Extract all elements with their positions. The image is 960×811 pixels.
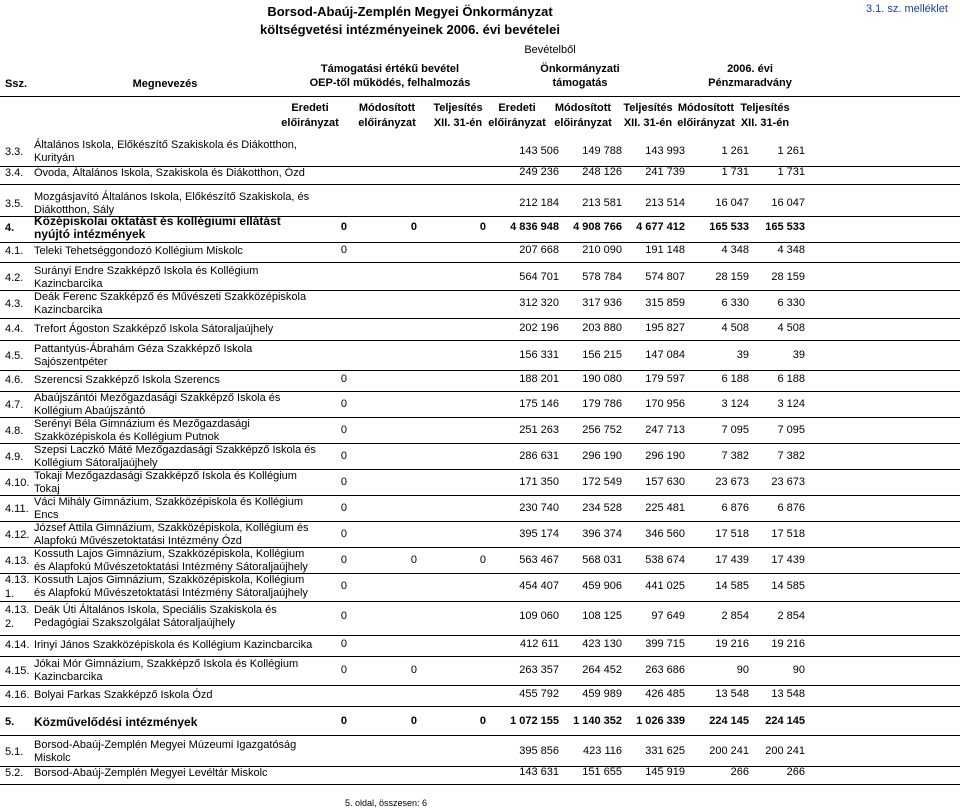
row-value: 0 — [340, 424, 347, 436]
row-value: 0 — [479, 554, 486, 566]
row-value: 0 — [340, 554, 347, 566]
row-ssz: 4.15. — [5, 665, 30, 677]
row-name-line: Miskolc — [34, 752, 71, 764]
row-value: 16 047 — [715, 197, 749, 209]
row-value: 395 856 — [519, 745, 559, 757]
row-value: 14 585 — [715, 580, 749, 592]
row-value: 0 — [340, 715, 347, 727]
row-name-line: Irinyi János Szakközépiskola és Kollégium Kazincbarcika — [34, 639, 313, 651]
subheader-1-line1: Eredeti — [291, 102, 329, 114]
row-value: 13 548 — [771, 688, 805, 700]
row-value: 200 241 — [765, 745, 805, 757]
row-ssz: 4.4. — [5, 323, 24, 335]
row-value: 0 — [340, 244, 347, 256]
row-name-line: Kazincbarcika — [34, 671, 103, 683]
row-value: 6 330 — [777, 297, 805, 309]
row-divider — [0, 262, 960, 263]
row-value: 0 — [340, 664, 347, 676]
row-value: 0 — [410, 221, 417, 233]
row-value: 179 786 — [582, 398, 622, 410]
row-value: 156 215 — [582, 349, 622, 361]
row-value: 202 196 — [519, 322, 559, 334]
row-value: 331 625 — [645, 745, 685, 757]
row-value: 16 047 — [771, 197, 805, 209]
row-value: 241 739 — [645, 166, 685, 178]
row-name-line: Kossuth Lajos Gimnázium, Szakközépiskola, Kollégium — [34, 574, 305, 586]
row-value: 165 533 — [709, 221, 749, 233]
row-value: 143 631 — [519, 766, 559, 778]
row-ssz: 5.1. — [5, 746, 24, 758]
row-ssz: 5. — [5, 716, 15, 728]
row-value: 224 145 — [765, 715, 805, 727]
row-name-line: és Alapfokú Művészetoktatási Intézmény Sátoraljaújhely — [34, 561, 308, 573]
row-value: 4 508 — [721, 322, 749, 334]
row-divider — [0, 318, 960, 319]
row-value: 263 686 — [645, 664, 685, 676]
row-ssz: 4.6. — [5, 374, 24, 386]
row-value: 188 201 — [519, 373, 559, 385]
row-ssz: 4. — [5, 222, 15, 234]
row-value: 346 560 — [645, 528, 685, 540]
row-value: 0 — [479, 221, 486, 233]
row-name-line: Deák Úti Általános Iskola, Speciális Szakiskola és — [34, 604, 277, 616]
row-value: 19 216 — [715, 638, 749, 650]
row-name-line: Borsod-Abaúj-Zemplén Megyei Múzeumi Igazgatóság — [34, 739, 297, 751]
ssz-header: Ssz. — [5, 78, 28, 90]
row-value: 224 145 — [709, 715, 749, 727]
row-ssz: 4.2. — [5, 272, 24, 284]
row-value: 109 060 — [519, 610, 559, 622]
page-footer: 5. oldal, összesen: 6 — [345, 798, 428, 808]
row-value: 17 518 — [771, 528, 805, 540]
row-value: 190 080 — [582, 373, 622, 385]
row-ssz: 4.14. — [5, 639, 30, 651]
row-value: 266 — [786, 766, 805, 778]
subheader-1-line2: előirányzat — [281, 117, 339, 129]
row-value: 7 095 — [721, 424, 749, 436]
subheader-4-line2: előirányzat — [488, 117, 546, 129]
row-name-line: Pattantyús-Ábrahám Géza Szakképző Iskola — [34, 343, 253, 355]
row-value: 0 — [410, 715, 417, 727]
row-value: 455 792 — [519, 688, 559, 700]
row-value: 399 715 — [645, 638, 685, 650]
row-name-line: Kurityán — [34, 152, 75, 164]
row-value: 213 514 — [645, 197, 685, 209]
row-value: 17 518 — [715, 528, 749, 540]
row-ssz: 4.16. — [5, 689, 30, 701]
row-name-line: József Attila Gimnázium, Szakközépiskola, Kollégium és — [34, 522, 309, 534]
row-name-line: Általános Iskola, Előkészítő Szakiskola és Diákotthon, — [34, 139, 297, 151]
row-value: 191 148 — [645, 244, 685, 256]
row-value: 200 241 — [709, 745, 749, 757]
row-name-line: Váci Mihály Gimnázium, Szakközépiskola és Kollégium — [34, 496, 303, 508]
row-value: 396 374 — [582, 528, 622, 540]
row-divider — [0, 242, 960, 243]
row-value: 39 — [736, 349, 749, 361]
row-ssz: 4.11. — [5, 503, 29, 515]
row-value: 7 382 — [777, 450, 805, 462]
row-value: 459 989 — [582, 688, 622, 700]
row-value: 145 919 — [645, 766, 685, 778]
row-value: 1 026 339 — [636, 715, 685, 727]
row-name-line: Alapfokú Művészetoktatási Intézmény Ózd — [34, 535, 242, 547]
grp1-header-line1: Támogatási értékű bevétel — [320, 63, 460, 75]
row-value: 6 188 — [777, 373, 805, 385]
row-value: 39 — [792, 349, 805, 361]
row-value: 7 095 — [777, 424, 805, 436]
row-name-line: Jókai Mór Gimnázium, Szakképző Iskola és Kollégium — [34, 658, 299, 670]
row-value: 538 674 — [645, 554, 685, 566]
row-value: 296 190 — [582, 450, 622, 462]
row-value: 251 263 — [519, 424, 559, 436]
row-value: 170 956 — [645, 398, 685, 410]
grp1-header-line2: OEP-től működés, felhalmozás — [309, 77, 471, 89]
row-value: 249 236 — [519, 166, 559, 178]
row-value: 2 854 — [721, 610, 749, 622]
row-value: 3 124 — [777, 398, 805, 410]
row-ssz: 4.13. 1. — [5, 574, 30, 600]
row-divider — [0, 685, 960, 686]
row-value: 4 836 948 — [510, 221, 559, 233]
row-value: 247 713 — [645, 424, 685, 436]
row-value: 1 731 — [721, 166, 749, 178]
row-value: 312 320 — [519, 297, 559, 309]
row-value: 6 876 — [777, 502, 805, 514]
row-name-line: Bolyai Farkas Szakképző Iskola Ózd — [34, 689, 213, 701]
grp3-header-line2: Pénzmaradvány — [708, 77, 792, 89]
row-value: 210 090 — [582, 244, 622, 256]
row-ssz: 4.1. — [5, 245, 24, 257]
subheader-2-line1: Módosított — [358, 102, 416, 114]
row-value: 563 467 — [519, 554, 559, 566]
row-value: 454 407 — [519, 580, 559, 592]
row-value: 6 330 — [721, 297, 749, 309]
row-ssz: 4.8. — [5, 425, 24, 437]
row-name-line: Középiskolai oktatást és kollégiumi ellátást — [34, 214, 281, 228]
row-value: 171 350 — [519, 476, 559, 488]
row-ssz: 3.3. — [5, 146, 24, 158]
row-value: 0 — [340, 610, 347, 622]
row-value: 317 936 — [582, 297, 622, 309]
row-value: 1 261 — [777, 145, 805, 157]
row-value: 0 — [340, 476, 347, 488]
row-value: 14 585 — [771, 580, 805, 592]
row-value: 175 146 — [519, 398, 559, 410]
row-value: 1 731 — [777, 166, 805, 178]
row-value: 0 — [479, 715, 486, 727]
row-value: 266 — [730, 766, 749, 778]
row-value: 441 025 — [645, 580, 685, 592]
row-name-line: Mozgásjavító Általános Iskola, Előkészítő Szakiskola, és — [34, 191, 310, 203]
row-value: 0 — [410, 664, 417, 676]
row-value: 0 — [340, 580, 347, 592]
row-name-line: Tokaj — [34, 483, 60, 495]
row-name-line: Diákotthon, Sály — [34, 204, 115, 216]
row-value: 7 382 — [721, 450, 749, 462]
row-value: 156 331 — [519, 349, 559, 361]
row-value: 4 348 — [777, 244, 805, 256]
row-ssz: 4.13. 2. — [5, 604, 30, 630]
row-value: 426 485 — [645, 688, 685, 700]
row-value: 578 784 — [582, 271, 622, 283]
row-value: 0 — [410, 554, 417, 566]
row-name-line: Kazincbarcika — [34, 278, 103, 290]
row-value: 165 533 — [765, 221, 805, 233]
row-value: 13 548 — [715, 688, 749, 700]
subheader-7-line1: Módosított — [677, 102, 735, 114]
row-divider — [0, 706, 960, 707]
row-value: 263 357 — [519, 664, 559, 676]
row-name-line: Kollégium Sátoraljaújhely — [34, 457, 158, 469]
row-value: 2 854 — [777, 610, 805, 622]
subheader-7-line2: előirányzat — [677, 117, 735, 129]
row-value: 143 506 — [519, 145, 559, 157]
row-value: 179 597 — [645, 373, 685, 385]
row-value: 0 — [340, 221, 347, 233]
grp3-header-line1: 2006. évi — [727, 63, 773, 75]
row-value: 568 031 — [582, 554, 622, 566]
subheader-6-line1: Teljesítés — [623, 102, 673, 114]
row-value: 423 116 — [583, 745, 622, 757]
row-value: 0 — [340, 528, 347, 540]
row-name-line: és Alapfokú Művészetoktatási Intézmény Sátoraljaújhely — [34, 587, 308, 599]
row-ssz: 4.7. — [5, 399, 24, 411]
row-value: 23 673 — [771, 476, 805, 488]
row-value: 19 216 — [771, 638, 805, 650]
row-value: 286 631 — [519, 450, 559, 462]
row-value: 6 188 — [721, 373, 749, 385]
megnevezes-header: Megnevezés — [132, 78, 198, 90]
row-value: 3 124 — [721, 398, 749, 410]
row-value: 256 752 — [582, 424, 622, 436]
row-value: 4 908 766 — [573, 221, 622, 233]
row-value: 172 549 — [582, 476, 622, 488]
row-name-line: Sajószentpéter — [34, 356, 108, 368]
row-value: 90 — [736, 664, 749, 676]
row-name-line: Óvoda, Általános Iskola, Szakiskola és Diákotthon, Ózd — [34, 167, 305, 179]
title-line2: költségvetési intézményeinek 2006. évi bevételei — [260, 22, 560, 37]
row-value: 1 261 — [721, 145, 749, 157]
subheader-5-line2: előirányzat — [554, 117, 612, 129]
row-ssz: 4.3. — [5, 298, 24, 310]
row-value: 574 807 — [645, 271, 685, 283]
row-divider — [0, 735, 960, 736]
row-ssz: 4.5. — [5, 350, 24, 362]
row-value: 234 528 — [582, 502, 622, 514]
subheader-8-line1: Teljesítés — [740, 102, 790, 114]
row-name-line: Serényi Béla Gimnázium és Mezőgazdasági — [34, 418, 250, 430]
row-name-line: Szerencsi Szakképző Iskola Szerencs — [34, 374, 220, 386]
row-value: 90 — [792, 664, 805, 676]
row-ssz: 3.5. — [5, 198, 24, 210]
row-divider — [0, 340, 960, 341]
row-value: 108 125 — [582, 610, 622, 622]
row-value: 564 701 — [519, 271, 559, 283]
row-name-line: Közművelődési intézmények — [34, 715, 198, 729]
row-value: 157 630 — [645, 476, 685, 488]
row-value: 412 611 — [520, 638, 559, 650]
row-name-line: Pedagógiai Szakszolgálat Sátoraljaújhely — [34, 617, 236, 629]
row-ssz: 4.12. — [5, 529, 30, 541]
subheader-8-line2: XII. 31-én — [740, 117, 790, 129]
row-value: 28 159 — [771, 271, 805, 283]
row-value: 151 655 — [582, 766, 622, 778]
row-value: 143 993 — [645, 145, 685, 157]
row-value: 97 649 — [651, 610, 685, 622]
row-name-line: Tokaji Mezőgazdasági Szakképző Iskola és Kollégium — [34, 470, 297, 482]
row-ssz: 4.10. — [5, 477, 30, 489]
title-line1: Borsod-Abaúj-Zemplén Megyei Önkormányzat — [267, 4, 553, 19]
row-value: 423 130 — [582, 638, 622, 650]
row-name-line: nyújtó intézmények — [34, 227, 146, 241]
row-value: 4 508 — [777, 322, 805, 334]
row-ssz: 5.2. — [5, 767, 24, 779]
row-value: 17 439 — [771, 554, 805, 566]
row-value: 195 827 — [645, 322, 685, 334]
subheader-3-line1: Teljesítés — [433, 102, 483, 114]
row-divider — [0, 635, 960, 636]
row-name-line: Kossuth Lajos Gimnázium, Szakközépiskola, Kollégium — [34, 548, 305, 560]
subheader-3-line2: XII. 31-én — [433, 117, 483, 129]
row-value: 23 673 — [715, 476, 749, 488]
row-ssz: 4.9. — [5, 451, 24, 463]
subheader-4-line1: Eredeti — [498, 102, 536, 114]
row-value: 207 668 — [519, 244, 559, 256]
row-name-line: Deák Ferenc Szakképző és Művészeti Szakközépiskola — [34, 291, 307, 303]
row-name-line: Borsod-Abaúj-Zemplén Megyei Levéltár Miskolc — [34, 767, 268, 779]
row-value: 4 348 — [721, 244, 749, 256]
row-divider — [0, 184, 960, 185]
row-value: 203 880 — [582, 322, 622, 334]
grp2-header-line2: támogatás — [552, 77, 608, 89]
row-value: 1 072 155 — [510, 715, 559, 727]
row-name-line: Kollégium Abaújszántó — [34, 405, 146, 417]
row-value: 0 — [340, 398, 347, 410]
row-value: 230 740 — [519, 502, 559, 514]
row-value: 1 140 352 — [573, 715, 622, 727]
row-name-line: Surányi Endre Szakképző Iskola és Kollégium — [34, 265, 259, 277]
row-value: 0 — [340, 502, 347, 514]
row-value: 212 184 — [519, 197, 559, 209]
subheader-2-line2: előirányzat — [358, 117, 416, 129]
row-value: 0 — [340, 450, 347, 462]
row-value: 28 159 — [715, 271, 749, 283]
row-name-line: Szepsi Laczkó Máté Mezőgazdasági Szakképző Iskola és — [34, 444, 316, 456]
row-value: 248 126 — [582, 166, 622, 178]
grp2-header-line1: Önkormányzati — [540, 63, 620, 75]
row-divider — [0, 601, 960, 602]
header-divider — [0, 96, 960, 97]
subheader-6-line2: XII. 31-én — [623, 117, 673, 129]
row-value: 17 439 — [715, 554, 749, 566]
row-value: 395 174 — [519, 528, 559, 540]
subheader-5-line1: Módosított — [554, 102, 612, 114]
row-value: 6 876 — [721, 502, 749, 514]
row-value: 149 788 — [582, 145, 622, 157]
row-value: 264 452 — [582, 664, 622, 676]
annex-label: 3.1. sz. melléklet — [866, 3, 948, 15]
row-value: 0 — [340, 638, 347, 650]
row-value: 315 859 — [645, 297, 685, 309]
row-value: 225 481 — [645, 502, 685, 514]
row-value: 296 190 — [645, 450, 685, 462]
row-ssz: 4.13. — [5, 555, 30, 567]
row-value: 147 084 — [645, 349, 685, 361]
row-value: 213 581 — [582, 197, 622, 209]
row-name-line: Kazincbarcika — [34, 304, 103, 316]
row-name-line: Teleki Tehetséggondozó Kollégium Miskolc — [34, 245, 243, 257]
row-value: 459 906 — [582, 580, 622, 592]
row-name-line: Trefort Ágoston Szakképző Iskola Sátoraljaújhely — [34, 323, 274, 335]
row-name-line: Encs — [34, 509, 59, 521]
row-value: 0 — [340, 373, 347, 385]
row-name-line: Abaújszántói Mezőgazdasági Szakképző Iskola és — [34, 392, 281, 404]
row-ssz: 3.4. — [5, 167, 24, 179]
row-divider — [0, 370, 960, 371]
subtitle: Bevételből — [524, 44, 576, 56]
row-value: 4 677 412 — [636, 221, 685, 233]
row-name-line: Szakközépiskola és Kollégium Putnok — [34, 431, 220, 443]
row-divider — [0, 784, 960, 785]
